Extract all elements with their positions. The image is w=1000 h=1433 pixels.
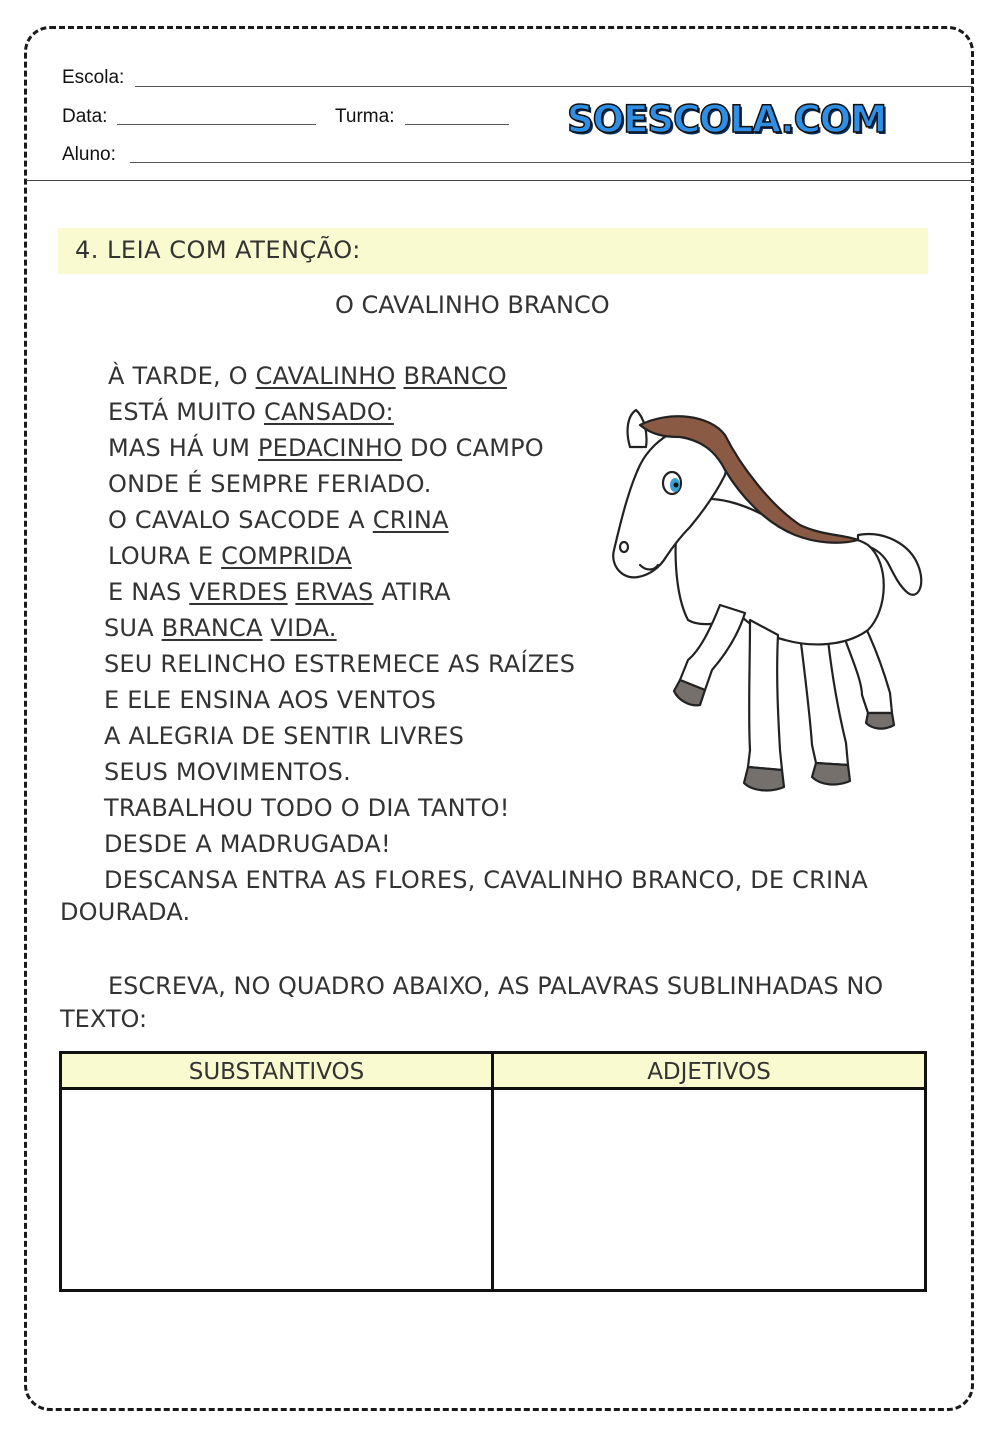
- poem-text: ESTÁ MUITO: [108, 398, 264, 426]
- poem-line: [108, 470, 432, 498]
- poem-line: [108, 434, 544, 462]
- poem-text: SUA: [104, 614, 162, 642]
- school-field[interactable]: [135, 86, 973, 87]
- poem-text: DESCANSA ENTRA AS FLORES, CAVALINHO BRANCO, DE CRINA: [104, 866, 868, 894]
- horse-hoof-3: [812, 763, 850, 784]
- underlined-word: CANSADO:: [263, 398, 394, 426]
- poem-text: ONDE É SEMPRE FERIADO.: [108, 470, 432, 498]
- student-label: Aluno:: [62, 144, 116, 165]
- poem-text: DESDE A MADRUGADA!: [104, 830, 391, 858]
- horse-front-leg-2: [748, 620, 782, 770]
- underlined-word: BRANCO: [403, 362, 507, 390]
- class-field[interactable]: [405, 124, 509, 125]
- poem-line: [104, 866, 868, 894]
- poem-text: E ELE ENSINA AOS VENTOS: [104, 686, 437, 714]
- horse-hoof-4: [866, 713, 894, 729]
- poem-line: [104, 722, 464, 750]
- underlined-word: VIDA.: [270, 614, 337, 642]
- poem-line: [104, 686, 436, 714]
- poem-line: [104, 758, 351, 786]
- poem-title: O CAVALINHO BRANCO: [335, 291, 610, 319]
- underlined-word: CRINA: [372, 506, 449, 534]
- underlined-word: PEDACINHO: [257, 434, 403, 462]
- poem-line: [108, 578, 451, 606]
- adjectives-header: ADJETIVOS: [494, 1054, 924, 1090]
- poem-text: DOURADA.: [60, 898, 191, 926]
- poem-text: SEUS MOVIMENTOS.: [104, 758, 351, 786]
- header-divider: [26, 180, 974, 181]
- student-field[interactable]: [130, 162, 973, 163]
- poem-line: [104, 650, 575, 678]
- underlined-word: BRANCA: [161, 614, 263, 642]
- horse-back-leg-2: [800, 635, 848, 765]
- poem-text: SEU RELINCHO ESTREMECE AS RAÍZES: [104, 650, 576, 678]
- poem-text: O CAVALO SACODE A: [108, 506, 373, 534]
- poem-text: ATIRA: [373, 578, 451, 606]
- adjectives-answer-cell[interactable]: [494, 1090, 924, 1289]
- date-label: Data:: [62, 106, 108, 127]
- poem-line: [108, 362, 507, 390]
- class-label: Turma:: [335, 106, 395, 127]
- poem-text: [396, 362, 404, 390]
- poem-text: DO CAMPO: [402, 434, 544, 462]
- date-field[interactable]: [117, 124, 316, 125]
- poem-text: TRABALHOU TODO O DIA TANTO!: [104, 794, 510, 822]
- poem-line: [104, 830, 391, 858]
- underlined-word: CAVALINHO: [255, 362, 396, 390]
- poem-line: [104, 614, 337, 642]
- nouns-answer-cell[interactable]: [62, 1090, 491, 1289]
- poem-text: A ALEGRIA DE SENTIR LIVRES: [104, 722, 465, 750]
- poem-text: LOURA E: [108, 542, 222, 570]
- poem-text: À TARDE, O: [108, 362, 256, 390]
- underlined-word: ERVAS: [295, 578, 374, 606]
- answer-table: [59, 1051, 927, 1292]
- task-instruction: ESCREVA, NO QUADRO ABAIXO, AS PALAVRAS SUBLINHADAS NO TEXTO:: [60, 972, 884, 1033]
- poem-text: E NAS: [108, 578, 190, 606]
- nouns-header: SUBSTANTIVOS: [62, 1054, 491, 1090]
- school-label: Escola:: [62, 67, 125, 88]
- question-heading: 4. LEIA COM ATENÇÃO:: [75, 236, 361, 264]
- poem-line: [60, 898, 190, 926]
- poem-line: [104, 794, 510, 822]
- horse-nostril: [620, 542, 628, 552]
- underlined-word: COMPRIDA: [221, 542, 352, 570]
- poem-text: MAS HÁ UM: [108, 434, 258, 462]
- horse-illustration: [600, 395, 930, 800]
- poem-line: [108, 506, 449, 534]
- underlined-word: VERDES: [189, 578, 288, 606]
- poem-line: [108, 542, 352, 570]
- brand-logo: SOESCOLA.COM: [567, 98, 887, 141]
- poem-line: [108, 398, 394, 426]
- horse-hoof-2: [744, 767, 784, 790]
